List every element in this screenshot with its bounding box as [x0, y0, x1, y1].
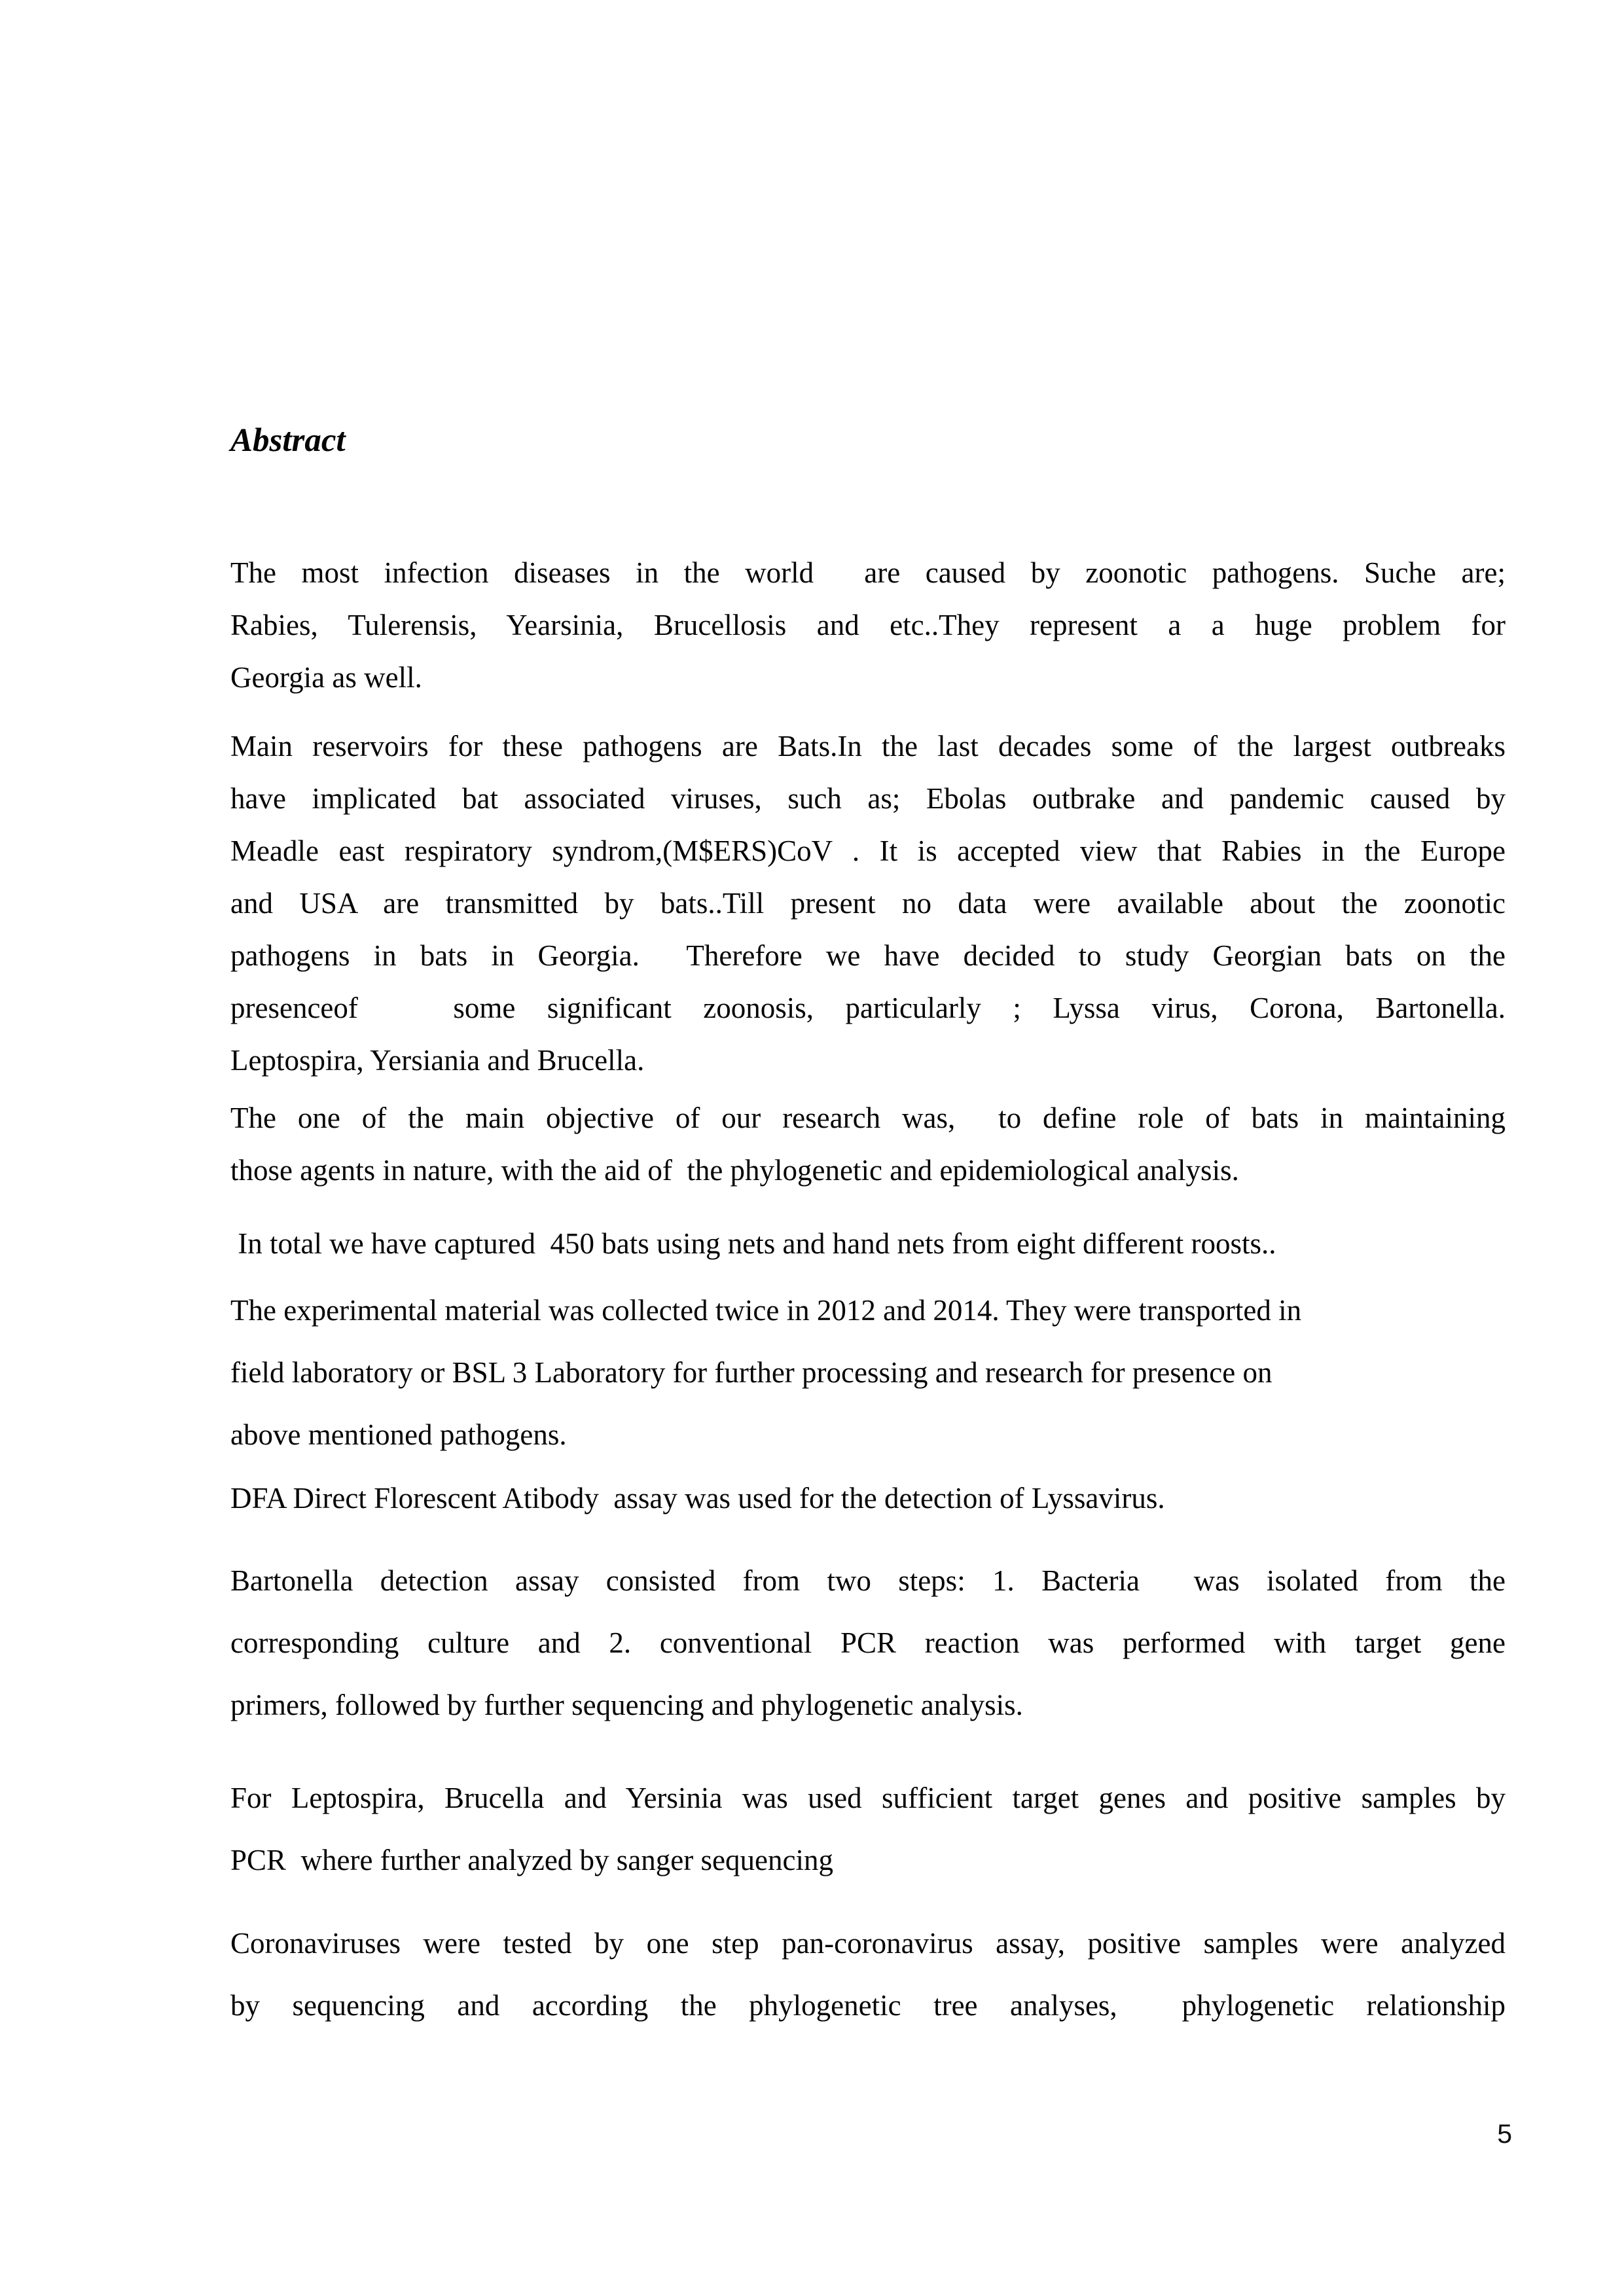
- text-line: have implicated bat associated viruses, such as; Ebolas outbrake and pandemic caused by: [230, 782, 1506, 815]
- text-line: corresponding culture and 2. conventional PCR reaction was performed with target gene: [230, 1626, 1506, 1659]
- text-line: Meadle east respiratory syndrom,(M$ERS)CoV . It is accepted view that Rabies in the Europe: [230, 834, 1506, 867]
- paragraph: [230, 1092, 1506, 1196]
- text-line: The most infection diseases in the world are caused by zoonotic pathogens. Suche are;: [230, 556, 1506, 589]
- text-line: field laboratory or BSL 3 Laboratory for further processing and research for presence on: [230, 1356, 1272, 1389]
- paragraph: [230, 1550, 1506, 1736]
- text-line: Leptospira, Yersiania and Brucella.: [230, 1044, 645, 1077]
- abstract-heading: Abstract: [230, 422, 346, 459]
- text-line: Bartonella detection assay consisted from two steps: 1. Bacteria was isolated from the: [230, 1564, 1506, 1597]
- text-line: by sequencing and according the phylogenetic tree analyses, phylogenetic relationship: [230, 1989, 1506, 2022]
- text-line: The experimental material was collected twice in 2012 and 2014. They were transported in: [230, 1294, 1302, 1327]
- text-line: above mentioned pathogens.: [230, 1418, 567, 1451]
- text-line: pathogens in bats in Georgia. Therefore we have decided to study Georgian bats on the: [230, 939, 1506, 972]
- text-line: Main reservoirs for these pathogens are Bats.In the last decades some of the largest outbreaks: [230, 730, 1506, 762]
- text-line: presenceof some significant zoonosis, particularly ; Lyssa virus, Corona, Bartonella.: [230, 992, 1506, 1024]
- paragraph: [230, 547, 1506, 704]
- text-line: PCR where further analyzed by sanger sequencing: [230, 1844, 833, 1876]
- text-line: Rabies, Tulerensis, Yearsinia, Brucellosis and etc..They represent a a huge problem for: [230, 609, 1506, 641]
- text-line: primers, followed by further sequencing and phylogenetic analysis.: [230, 1689, 1023, 1721]
- text-line: In total we have captured 450 bats using nets and hand nets from eight different roosts..: [230, 1227, 1276, 1260]
- text-line: Georgia as well.: [230, 661, 422, 694]
- text-line: and USA are transmitted by bats..Till present no data were available about the zoonotic: [230, 887, 1506, 920]
- text-line: For Leptospira, Brucella and Yersinia was used sufficient target genes and positive samples by: [230, 1782, 1506, 1814]
- paragraph: [230, 720, 1506, 1086]
- paragraph: [230, 1912, 1506, 2037]
- paragraph: [230, 1217, 1506, 1270]
- text-line: Coronaviruses were tested by one step pan-coronavirus assay, positive samples were analyzed: [230, 1927, 1506, 1960]
- paragraph: [230, 1467, 1506, 1530]
- text-line: The one of the main objective of our research was, to define role of bats in maintaining: [230, 1102, 1506, 1134]
- paragraph: [230, 1767, 1506, 1892]
- text-line: DFA Direct Florescent Atibody assay was used for the detection of Lyssavirus.: [230, 1482, 1165, 1515]
- paragraph: [230, 1280, 1506, 1466]
- text-line: those agents in nature, with the aid of the phylogenetic and epidemiological analysis.: [230, 1154, 1239, 1187]
- page-number: 5: [1497, 2119, 1512, 2149]
